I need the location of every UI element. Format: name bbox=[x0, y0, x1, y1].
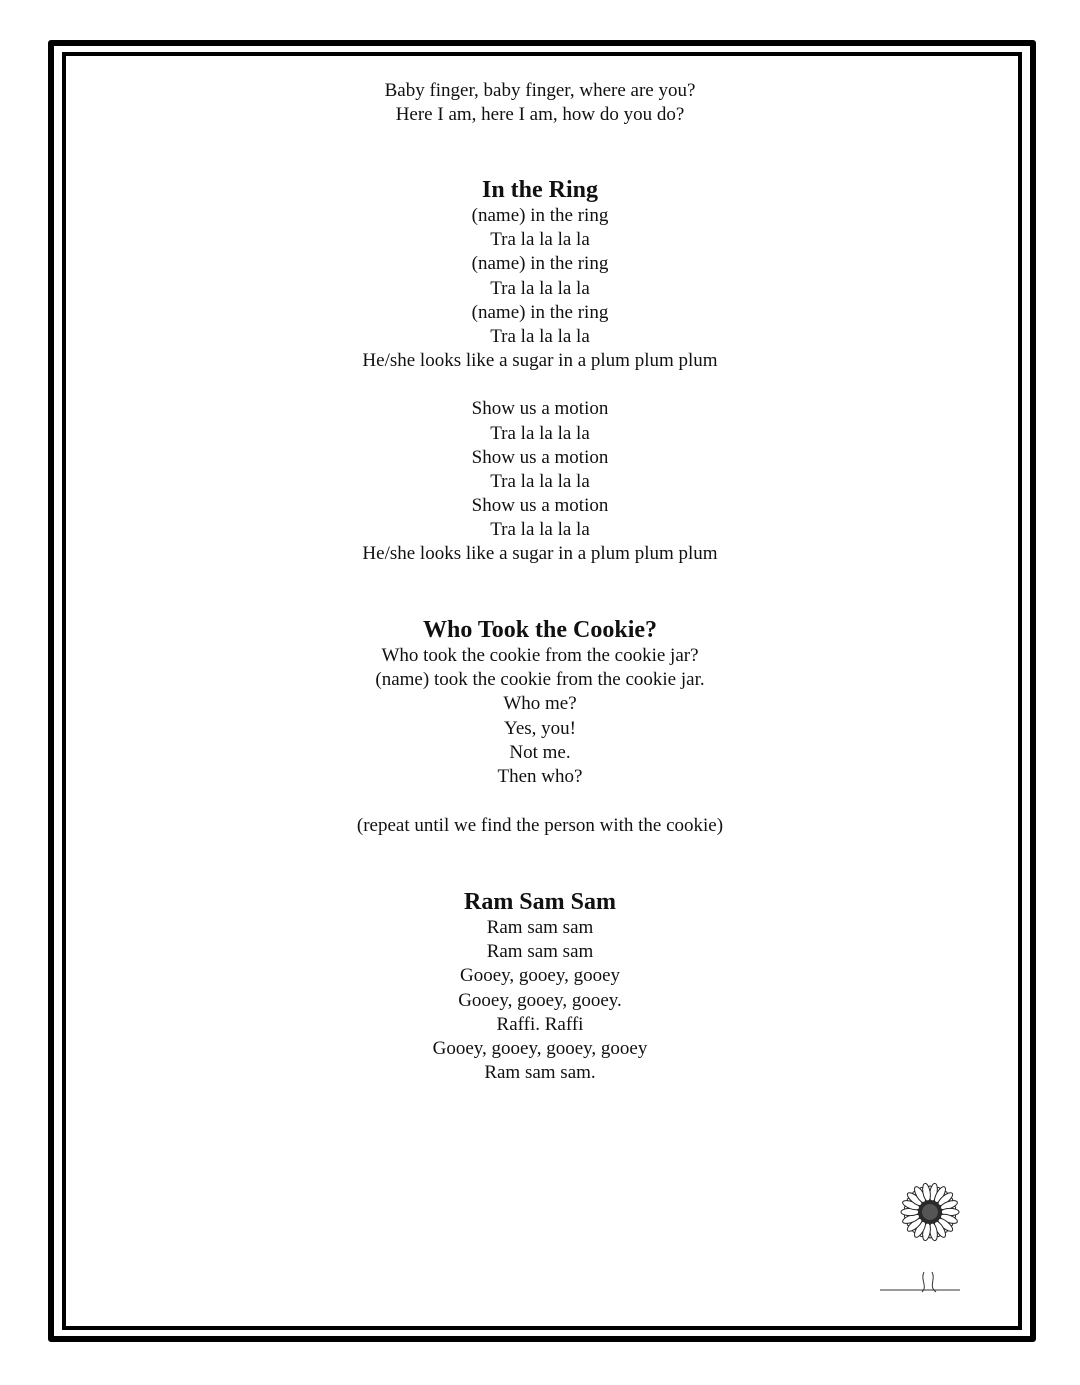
lyric-line: Tra la la la la bbox=[490, 229, 590, 251]
intro-verse bbox=[0, 79, 1080, 127]
lyric-line: Show us a motion bbox=[471, 446, 609, 468]
lyric-line: Ram sam sam bbox=[486, 917, 594, 938]
song-title: Who Took the Cookie? bbox=[422, 617, 658, 643]
sunflower-icon bbox=[872, 1178, 990, 1298]
lyric-line: Who took the cookie from the cookie jar? bbox=[381, 645, 699, 666]
lyric-line: (name) in the ring bbox=[471, 301, 609, 323]
lyric-line: Tra la la la la bbox=[490, 470, 590, 492]
verse-2 bbox=[0, 397, 1080, 566]
lyric-line: Ram sam sam bbox=[486, 941, 594, 963]
lyric-line: He/she looks like a sugar in a plum plum plum bbox=[362, 350, 718, 372]
lyric-line: Show us a motion bbox=[471, 398, 609, 420]
song-in-the-ring bbox=[0, 176, 1080, 567]
lyric-line: Show us a motion bbox=[471, 495, 609, 517]
lyric-line: Gooey, gooey, gooey bbox=[459, 965, 621, 987]
song-ram-sam-sam bbox=[0, 888, 1080, 1085]
lyric-line: Ram sam sam. bbox=[484, 1062, 596, 1084]
repeat-note: (repeat until we find the person with the cookie) bbox=[356, 815, 724, 837]
song-title: In the Ring bbox=[481, 177, 599, 203]
verse-1 bbox=[0, 204, 1080, 373]
lyric-line: Tra la la la la bbox=[490, 422, 590, 444]
lyric-line: Tra la la la la bbox=[490, 277, 590, 299]
lyric-line: Yes, you! bbox=[504, 717, 576, 739]
studio-logo bbox=[872, 1178, 990, 1298]
lyric-line: Gooey, gooey, gooey. bbox=[458, 989, 622, 1011]
song-who-took-the-cookie bbox=[0, 616, 1080, 838]
song-title: Ram Sam Sam bbox=[463, 889, 616, 915]
lyric-line: (name) in the ring bbox=[471, 253, 609, 275]
lyric-line: (name) in the ring bbox=[471, 205, 609, 226]
lyric-line: Here I am, here I am, how do you do? bbox=[395, 104, 685, 126]
lyric-line: Baby finger, baby finger, where are you? bbox=[384, 80, 696, 101]
lyric-line: Tra la la la la bbox=[490, 325, 590, 347]
lyric-line: (name) took the cookie from the cookie jar. bbox=[375, 669, 705, 691]
lyric-line: Gooey, gooey, gooey, gooey bbox=[432, 1037, 648, 1059]
lyric-line: Who me? bbox=[503, 693, 577, 715]
lyric-line: Raffi. Raffi bbox=[496, 1013, 584, 1035]
lyric-line: Tra la la la la bbox=[490, 519, 590, 541]
lyric-line: He/she looks like a sugar in a plum plum plum bbox=[362, 543, 718, 565]
lyric-line: Not me. bbox=[509, 741, 571, 763]
lyric-line: Then who? bbox=[497, 765, 583, 787]
